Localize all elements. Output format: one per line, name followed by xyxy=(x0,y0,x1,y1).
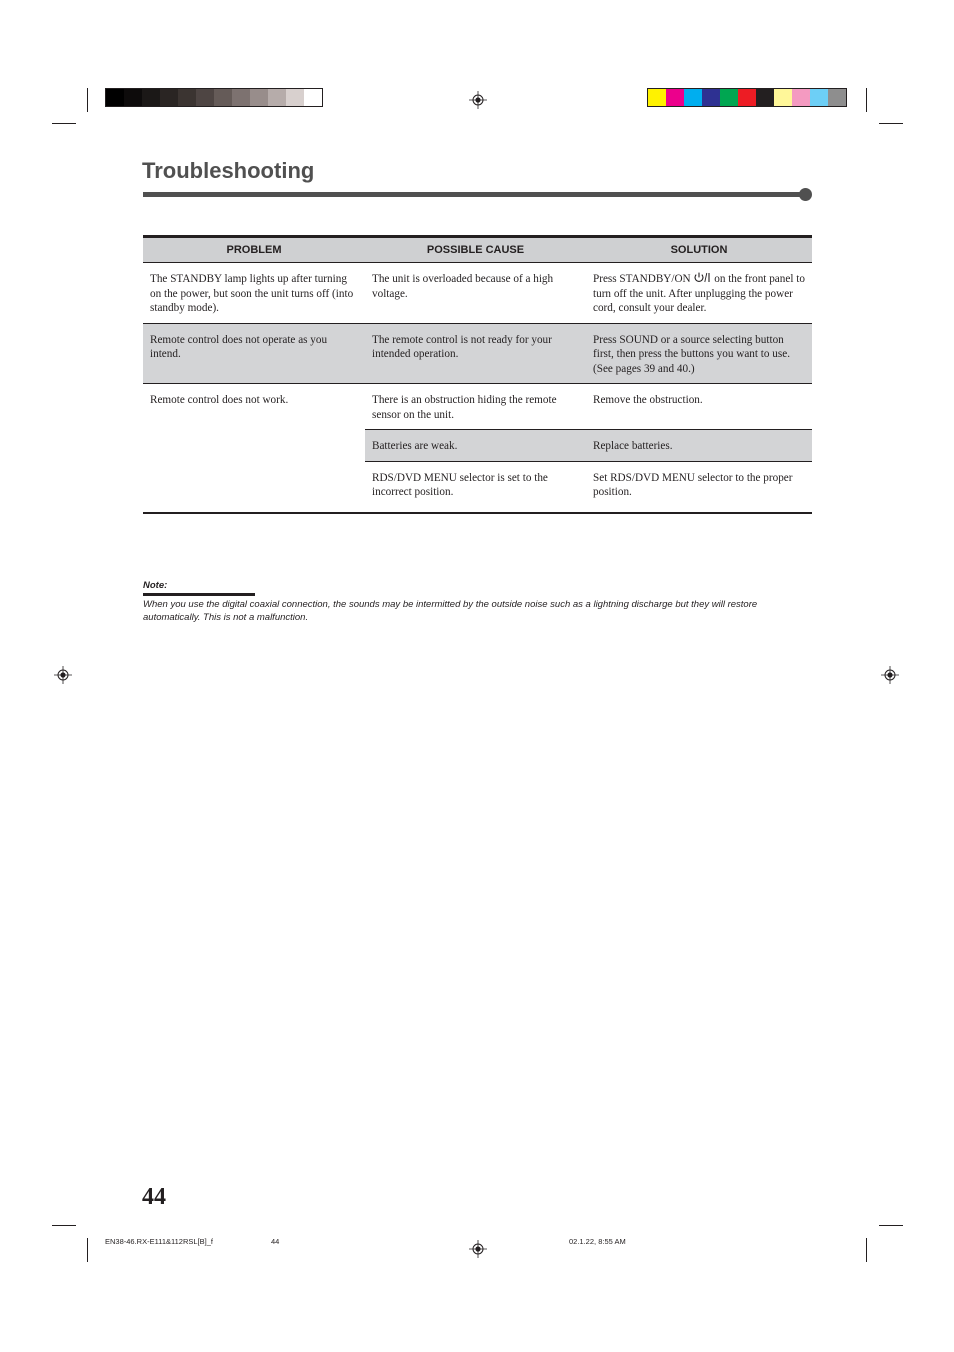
color-swatch xyxy=(792,89,810,106)
table-row xyxy=(143,323,812,384)
note-rule xyxy=(143,593,255,596)
color-swatch xyxy=(648,89,666,106)
crop-mark xyxy=(87,88,88,112)
solution-cell: Replace batteries. xyxy=(586,430,812,462)
color-swatch xyxy=(232,89,250,106)
title-rule xyxy=(143,192,805,197)
note-label: Note: xyxy=(143,580,168,591)
table-row xyxy=(143,263,812,324)
color-swatch xyxy=(738,89,756,106)
cause-cell: RDS/DVD MENU selector is set to the incorrect position. xyxy=(365,461,586,513)
color-swatch xyxy=(810,89,828,106)
registration-mark-icon xyxy=(881,666,899,684)
solution-cell xyxy=(586,263,812,324)
column-header-cause: POSSIBLE CAUSE xyxy=(365,237,586,263)
registration-mark-icon xyxy=(469,91,487,109)
table-header-row xyxy=(143,237,812,263)
column-header-solution: SOLUTION xyxy=(586,237,812,263)
process-color-bar xyxy=(647,88,847,107)
color-swatch xyxy=(268,89,286,106)
standby-power-icon xyxy=(693,272,711,283)
solution-text: Press STANDBY/ON xyxy=(593,273,694,285)
color-swatch xyxy=(142,89,160,106)
problem-cell: The STANDBY lamp lights up after turning on the power, but soon the unit turns off (into standby mode). xyxy=(143,263,365,324)
page-title: Troubleshooting xyxy=(142,158,315,183)
color-swatch xyxy=(304,89,322,106)
problem-cell: Remote control does not operate as you intend. xyxy=(143,323,365,384)
solution-cell: Remove the obstruction. xyxy=(586,384,812,430)
crop-mark xyxy=(87,1238,88,1262)
note-text: When you use the digital coaxial connection, the sounds may be intermitted by the outside noise such as a lightning discharge but they will restore automatically. This is not a malfunction. xyxy=(143,599,758,623)
grayscale-color-bar xyxy=(105,88,323,107)
solution-cell: Set RDS/DVD MENU selector to the proper position. xyxy=(586,461,812,513)
color-swatch xyxy=(828,89,846,106)
color-swatch xyxy=(774,89,792,106)
registration-mark-icon xyxy=(469,1240,487,1258)
cause-cell: There is an obstruction hiding the remote sensor on the unit. xyxy=(365,384,586,430)
cause-cell: The remote control is not ready for your intended operation. xyxy=(365,323,586,384)
color-swatch xyxy=(666,89,684,106)
cause-cell: The unit is overloaded because of a high voltage. xyxy=(365,263,586,324)
slug-page: 44 xyxy=(271,1237,280,1246)
color-swatch xyxy=(756,89,774,106)
crop-mark xyxy=(879,123,903,124)
color-swatch xyxy=(684,89,702,106)
solution-text: on the front panel to turn off the unit. After unplugging the power cord, consult your dealer. xyxy=(593,273,805,314)
color-swatch xyxy=(702,89,720,106)
column-header-problem: PROBLEM xyxy=(143,237,365,263)
solution-cell: Press SOUND or a source selecting button first, then press the buttons you want to use. (See pages 39 and 40.) xyxy=(586,323,812,384)
crop-mark xyxy=(866,1238,867,1262)
crop-mark xyxy=(52,123,76,124)
problem-cell: Remote control does not work. xyxy=(143,384,365,514)
page-number: 44 xyxy=(142,1184,166,1210)
color-swatch xyxy=(196,89,214,106)
color-swatch xyxy=(178,89,196,106)
color-swatch xyxy=(106,89,124,106)
crop-mark xyxy=(866,88,867,112)
title-rule-end-dot xyxy=(799,188,812,201)
slug-filename: EN38-46.RX-E111&112RSL[B]_f xyxy=(105,1237,213,1246)
color-swatch xyxy=(160,89,178,106)
color-swatch xyxy=(720,89,738,106)
cause-cell: Batteries are weak. xyxy=(365,430,586,462)
color-swatch xyxy=(124,89,142,106)
crop-mark xyxy=(52,1225,76,1226)
color-swatch xyxy=(214,89,232,106)
table-row xyxy=(143,384,812,430)
troubleshooting-table xyxy=(143,235,812,514)
registration-mark-icon xyxy=(54,666,72,684)
color-swatch xyxy=(250,89,268,106)
color-swatch xyxy=(286,89,304,106)
crop-mark xyxy=(879,1225,903,1226)
slug-date: 02.1.22, 8:55 AM xyxy=(569,1237,626,1246)
